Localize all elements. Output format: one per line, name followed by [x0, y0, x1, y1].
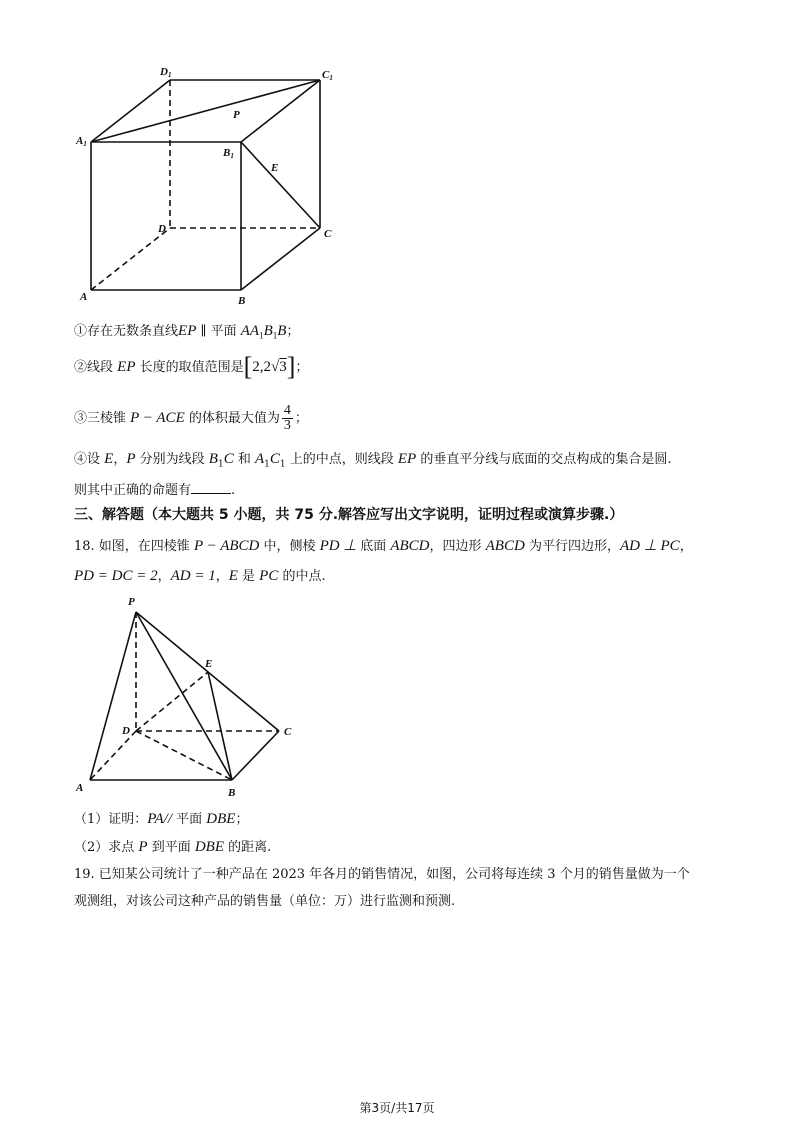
q18-sub2: （2）求点 P 到平面 DBE 的距离.: [74, 839, 272, 855]
label-c: C: [324, 228, 332, 240]
label-b: B: [228, 787, 236, 799]
label-a: A: [76, 782, 84, 794]
label-b: B: [238, 295, 246, 307]
label-e: E: [271, 162, 279, 174]
edge-b1-c1: [241, 80, 320, 142]
q19-line2: 观测组，对该公司这种产品的销售量（单位：万）进行监测和预测.: [74, 894, 456, 909]
section-heading: 三、解答题（本大题共 5 小题，共 75 分.解答应写出文字说明，证明过程或演算步骤.）: [74, 507, 624, 523]
edge-a1-d1: [91, 80, 170, 142]
diag-a1-c1: [91, 80, 320, 142]
label-a1: A1: [76, 135, 87, 148]
label-d1: D1: [160, 66, 172, 79]
option-4: ④设 E，P 分别为线段 $B_1C$ 和 $A_1C_1$ 上的中点，则线段 EP 的垂直平分线与底面的交点构成的集合是圆.: [74, 451, 672, 470]
edge-b-c: [241, 228, 320, 290]
q18-line2: PD = DC = 2，AD = 1，E 是 PC 的中点.: [74, 568, 326, 584]
page-footer: 第3页/共17页: [359, 1101, 435, 1115]
edge-a-d: [91, 228, 170, 290]
label-p: P: [233, 109, 240, 121]
label-d: D: [122, 725, 130, 737]
diag-b1-c: [241, 142, 320, 228]
label-a: A: [80, 291, 88, 303]
q18-sub1: （1）证明：PA// 平面 DBE；: [74, 811, 249, 827]
label-c: C: [284, 726, 292, 738]
answer-blank[interactable]: [191, 481, 231, 494]
option-2: ②线段 EP 长度的取值范围是[2,2√3]；: [74, 352, 309, 381]
cube-figure: [60, 60, 360, 310]
pyramid-figure: [60, 590, 320, 810]
edge-d-e: [136, 672, 208, 731]
option-1: ①存在无数条直线EP ∥ 平面 $AA_1B_1B$；: [74, 323, 300, 341]
label-p: P: [128, 596, 135, 608]
edge-b-c: [232, 731, 279, 780]
question-prompt: 则其中正确的命题有 .: [74, 483, 236, 498]
label-c1: C1: [322, 69, 333, 82]
option-3: ③三棱锥 P − ACE 的体积最大值为 $\frac{4}{3}$ ；: [74, 403, 308, 433]
label-e: E: [205, 658, 213, 670]
label-d: D: [158, 223, 166, 235]
q19-line1: 19. 已知某公司统计了一种产品在 2023 年各月的销售情况，如图，公司将每连续 3 个月的销售量做为一个: [74, 867, 690, 882]
label-b1: B1: [223, 147, 234, 160]
fraction: $\frac{4}{3}$: [283, 403, 291, 433]
q18-line1: 18. 如图，在四棱锥 P − ABCD 中，侧棱 PD ⊥ 底面 ABCD，四边形 ABCD 为平行四边形，AD ⊥ PC，: [74, 538, 693, 554]
